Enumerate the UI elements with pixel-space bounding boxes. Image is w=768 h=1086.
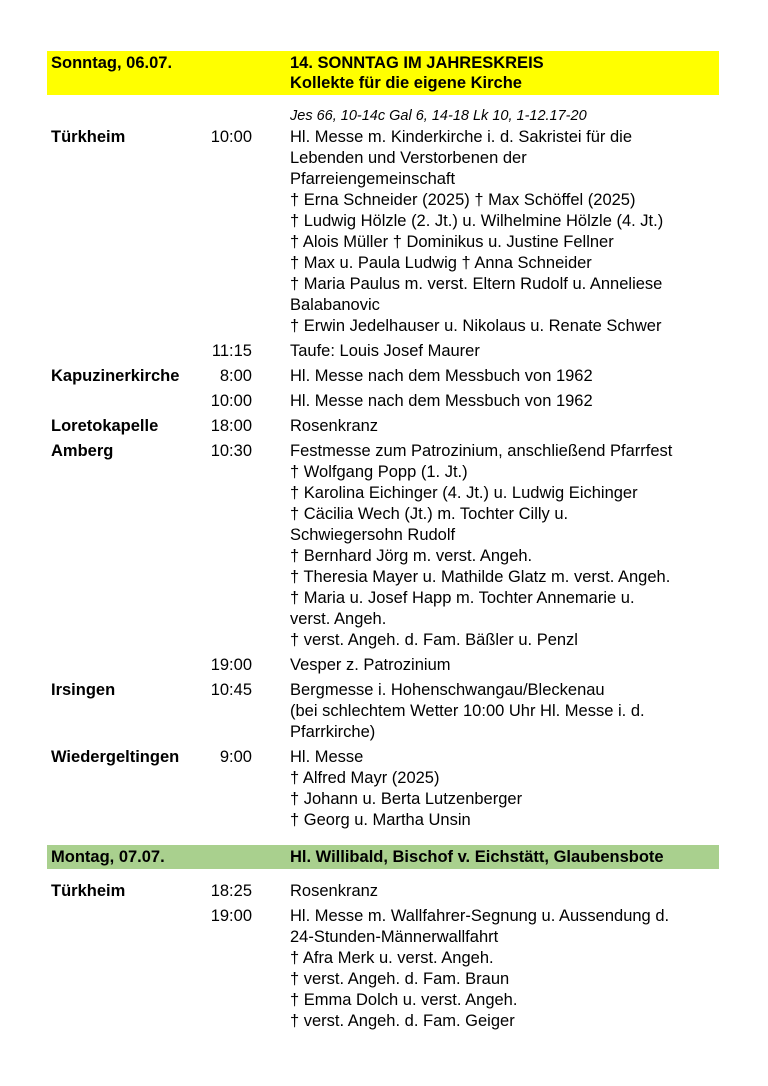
- entry-line: † Theresia Mayer u. Mathilde Glatz m. verst. Angeh.: [290, 568, 671, 586]
- entry-place: Kapuzinerkirche: [51, 367, 180, 385]
- entry-description: [290, 881, 719, 902]
- entry-line: Taufe: Louis Josef Maurer: [290, 342, 480, 360]
- schedule-entry: [47, 341, 719, 362]
- entry-line: † Maria u. Josef Happ m. Tochter Annemarie u.: [290, 589, 635, 607]
- entry-time: 18:00: [210, 417, 252, 435]
- entry-time: 8:00: [219, 367, 252, 385]
- entry-line: † verst. Angeh. d. Fam. Geiger: [290, 1012, 515, 1030]
- day-title-line: Hl. Willibald, Bischof v. Eichstätt, Glaubensbote: [290, 848, 664, 866]
- entry-line: † Maria Paulus m. verst. Eltern Rudolf u. Anneliese: [290, 275, 663, 293]
- entry-line: † Alois Müller † Dominikus u. Justine Fellner: [290, 233, 614, 251]
- entry-time: 18:25: [210, 882, 252, 900]
- entry-line: Festmesse zum Patrozinium, anschließend Pfarrfest: [290, 442, 673, 460]
- entry-line: † verst. Angeh. d. Fam. Bäßler u. Penzl: [290, 631, 578, 649]
- entry-description: [290, 416, 719, 437]
- entry-line: 24-Stunden-Männerwallfahrt: [290, 928, 499, 946]
- entry-line: † Emma Dolch u. verst. Angeh.: [290, 991, 518, 1009]
- entry-place: Irsingen: [51, 681, 116, 699]
- entry-place: Loretokapelle: [51, 417, 159, 435]
- entry-place: Wiedergeltingen: [51, 748, 180, 766]
- entry-line: Hl. Messe m. Wallfahrer-Segnung u. Aussendung d.: [290, 907, 670, 925]
- entry-line: Vesper z. Patrozinium: [290, 656, 451, 674]
- entry-line: † Wolfgang Popp (1. Jt.): [290, 463, 468, 481]
- entry-description: [290, 906, 719, 1032]
- schedule-entry: [47, 655, 719, 676]
- entry-time: 19:00: [210, 656, 252, 674]
- entry-description: [290, 391, 719, 412]
- day-title-line: 14. SONNTAG IM JAHRESKREIS: [290, 54, 544, 72]
- day-header: [47, 845, 719, 869]
- schedule-entry: [47, 127, 719, 337]
- entry-line: Bergmesse i. Hohenschwangau/Bleckenau: [290, 681, 605, 699]
- entry-line: verst. Angeh.: [290, 610, 387, 628]
- entry-line: † Afra Merk u. verst. Angeh.: [290, 949, 494, 967]
- entry-line: Lebenden und Verstorbenen der: [290, 149, 527, 167]
- entry-line: Balabanovic: [290, 296, 380, 314]
- schedule-entry: [47, 416, 719, 437]
- schedule-entry: [47, 881, 719, 902]
- entry-place: [47, 391, 201, 412]
- entry-line: † verst. Angeh. d. Fam. Braun: [290, 970, 510, 988]
- entry-time: 10:45: [210, 681, 252, 699]
- day-title-line: Kollekte für die eigene Kirche: [290, 74, 522, 92]
- schedule-entry: [47, 680, 719, 743]
- entry-line: † Bernhard Jörg m. verst. Angeh.: [290, 547, 533, 565]
- entry-line: † Cäcilia Wech (Jt.) m. Tochter Cilly u.: [290, 505, 569, 523]
- entry-place: Türkheim: [51, 128, 126, 146]
- day-title: [290, 847, 719, 867]
- entry-line: † Ludwig Hölzle (2. Jt.) u. Wilhelmine Hölzle (4. Jt.): [290, 212, 664, 230]
- entry-place: Türkheim: [51, 882, 126, 900]
- schedule-entry: [47, 366, 719, 387]
- entry-line: Rosenkranz: [290, 417, 379, 435]
- entry-description: [290, 747, 719, 831]
- entry-place: [47, 341, 201, 362]
- entry-line: (bei schlechtem Wetter 10:00 Uhr Hl. Messe i. d.: [290, 702, 645, 720]
- schedule-page: [47, 51, 719, 1032]
- schedule-entry: [47, 441, 719, 651]
- entry-line: † Max u. Paula Ludwig † Anna Schneider: [290, 254, 592, 272]
- entry-time: 11:15: [211, 342, 252, 360]
- entry-description: [290, 680, 719, 743]
- day-title: [290, 53, 719, 93]
- entry-time: 9:00: [219, 748, 252, 766]
- entry-place: [47, 906, 201, 1032]
- entry-description: [290, 655, 719, 676]
- entry-time: 19:00: [210, 907, 252, 925]
- entry-line: † Alfred Mayr (2025): [290, 769, 440, 787]
- entry-description: [290, 341, 719, 362]
- entry-line: † Erna Schneider (2025) † Max Schöffel (2025): [290, 191, 636, 209]
- schedule-entry: [47, 391, 719, 412]
- entry-description: [290, 366, 719, 387]
- entry-line: Pfarrkirche): [290, 723, 376, 741]
- day-date: Sonntag, 06.07.: [51, 54, 173, 72]
- entry-line: Hl. Messe: [290, 748, 364, 766]
- entry-description: [290, 127, 719, 337]
- entry-line: † Erwin Jedelhauser u. Nikolaus u. Renate Schwer: [290, 317, 662, 335]
- entry-description: [290, 441, 719, 651]
- entry-time: 10:00: [210, 392, 252, 410]
- entry-line: Hl. Messe nach dem Messbuch von 1962: [290, 392, 593, 410]
- day-date: Montag, 07.07.: [51, 848, 165, 866]
- scripture-readings: Jes 66, 10-14c Gal 6, 14-18 Lk 10, 1-12.17-20: [290, 108, 587, 124]
- entry-time: 10:00: [210, 128, 252, 146]
- entry-place: [47, 655, 201, 676]
- entry-line: Pfarreiengemeinschaft: [290, 170, 456, 188]
- day-header: [47, 51, 719, 95]
- entry-line: Rosenkranz: [290, 882, 379, 900]
- entry-line: Hl. Messe nach dem Messbuch von 1962: [290, 367, 593, 385]
- entry-line: † Karolina Eichinger (4. Jt.) u. Ludwig Eichinger: [290, 484, 638, 502]
- schedule-entry: [47, 747, 719, 831]
- entry-time: 10:30: [210, 442, 252, 460]
- schedule-entry: [47, 906, 719, 1032]
- entry-line: Hl. Messe m. Kinderkirche i. d. Sakristei für die: [290, 128, 633, 146]
- entry-place: Amberg: [51, 442, 114, 460]
- entry-line: † Georg u. Martha Unsin: [290, 811, 471, 829]
- entry-line: † Johann u. Berta Lutzenberger: [290, 790, 523, 808]
- entry-line: Schwiegersohn Rudolf: [290, 526, 456, 544]
